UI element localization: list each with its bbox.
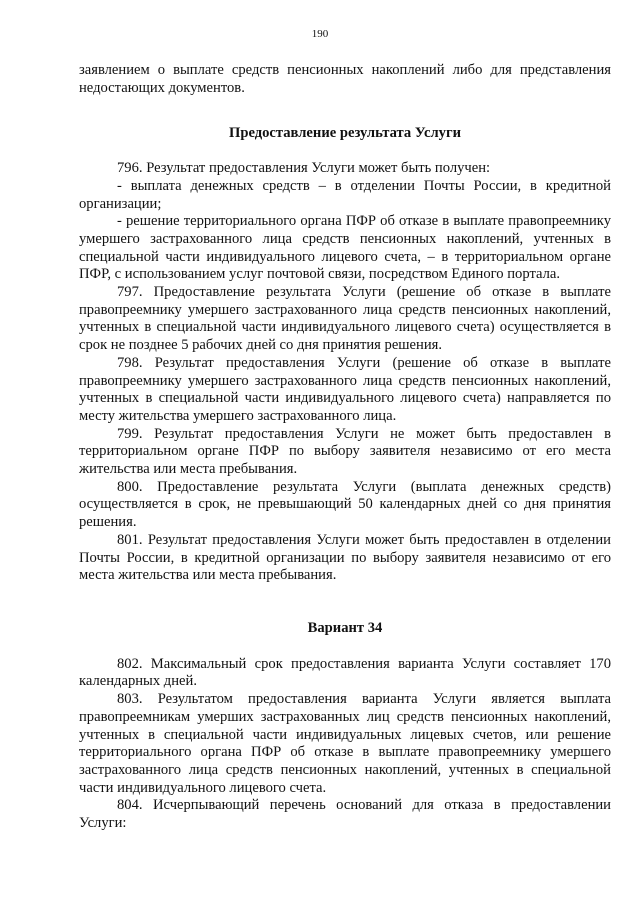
paragraph-802: 802. Максимальный срок предоставления варианта Услуги составляет 170 календарных дней. <box>79 655 611 690</box>
list-item-decision: - решение территориального органа ПФР об отказе в выплате правопреемнику умершего застрахованного лица средств пенсионных накоплений, учтенных в специальной части индивидуального лицевого счета, – в территориальном органе ПФР, с использованием услуг почтовой связи, посредством Единого портала. <box>79 213 611 283</box>
document-body <box>79 62 611 833</box>
paragraph-804: 804. Исчерпывающий перечень оснований для отказа в предоставлении Услуги: <box>79 797 611 832</box>
paragraph-797: 797. Предоставление результата Услуги (решение об отказе в выплате правопреемнику умершего застрахованного лица средств пенсионных накоплений, учтенных в специальной части индивидуального лицевого счета) осуществляется в срок не позднее 5 рабочих дней со дня принятия решения. <box>79 284 611 354</box>
paragraph-798: 798. Результат предоставления Услуги (решение об отказе в выплате правопреемнику умершего застрахованного лица средств пенсионных накоплений, учтенных в специальной части индивидуального лицевого счета) направляется по месту жительства умершего застрахованного лица. <box>79 354 611 424</box>
section-heading-variant-34: Вариант 34 <box>307 619 383 636</box>
section-heading-result: Предоставление результата Услуги <box>229 125 461 142</box>
list-item-payment: - выплата денежных средств – в отделении Почты России, в кредитной организации; <box>79 177 611 212</box>
paragraph-803: 803. Результатом предоставления варианта Услуги является выплата правопреемникам умерших застрахованных лиц средств пенсионных накоплений, учтенных в специальной части индивидуальных лицевых счетов, или решение территориального органа ПФР об отказе в выплате правопреемнику умершего застрахованного лица средств пенсионных накоплений, учтенных в специальной части индивидуального лицевого счета. <box>79 691 611 796</box>
paragraph-continued: заявлением о выплате средств пенсионных накоплений либо для представления недостающих документов. <box>79 62 611 96</box>
page-number: 190 <box>311 28 329 40</box>
paragraph-800: 800. Предоставление результата Услуги (выплата денежных средств) осуществляется в срок, не превышающий 50 календарных дней со дня принятия решения. <box>79 478 611 531</box>
paragraph-796: 796. Результат предоставления Услуги может быть получен: <box>117 160 491 177</box>
paragraph-799: 799. Результат предоставления Услуги не может быть предоставлен в территориальном органе ПФР по выбору заявителя независимо от его места жительства или места пребывания. <box>79 425 611 478</box>
paragraph-801: 801. Результат предоставления Услуги может быть предоставлен в отделении Почты России, в кредитной организации по выбору заявителя независимо от его места жительства или места пребывания. <box>79 531 611 584</box>
